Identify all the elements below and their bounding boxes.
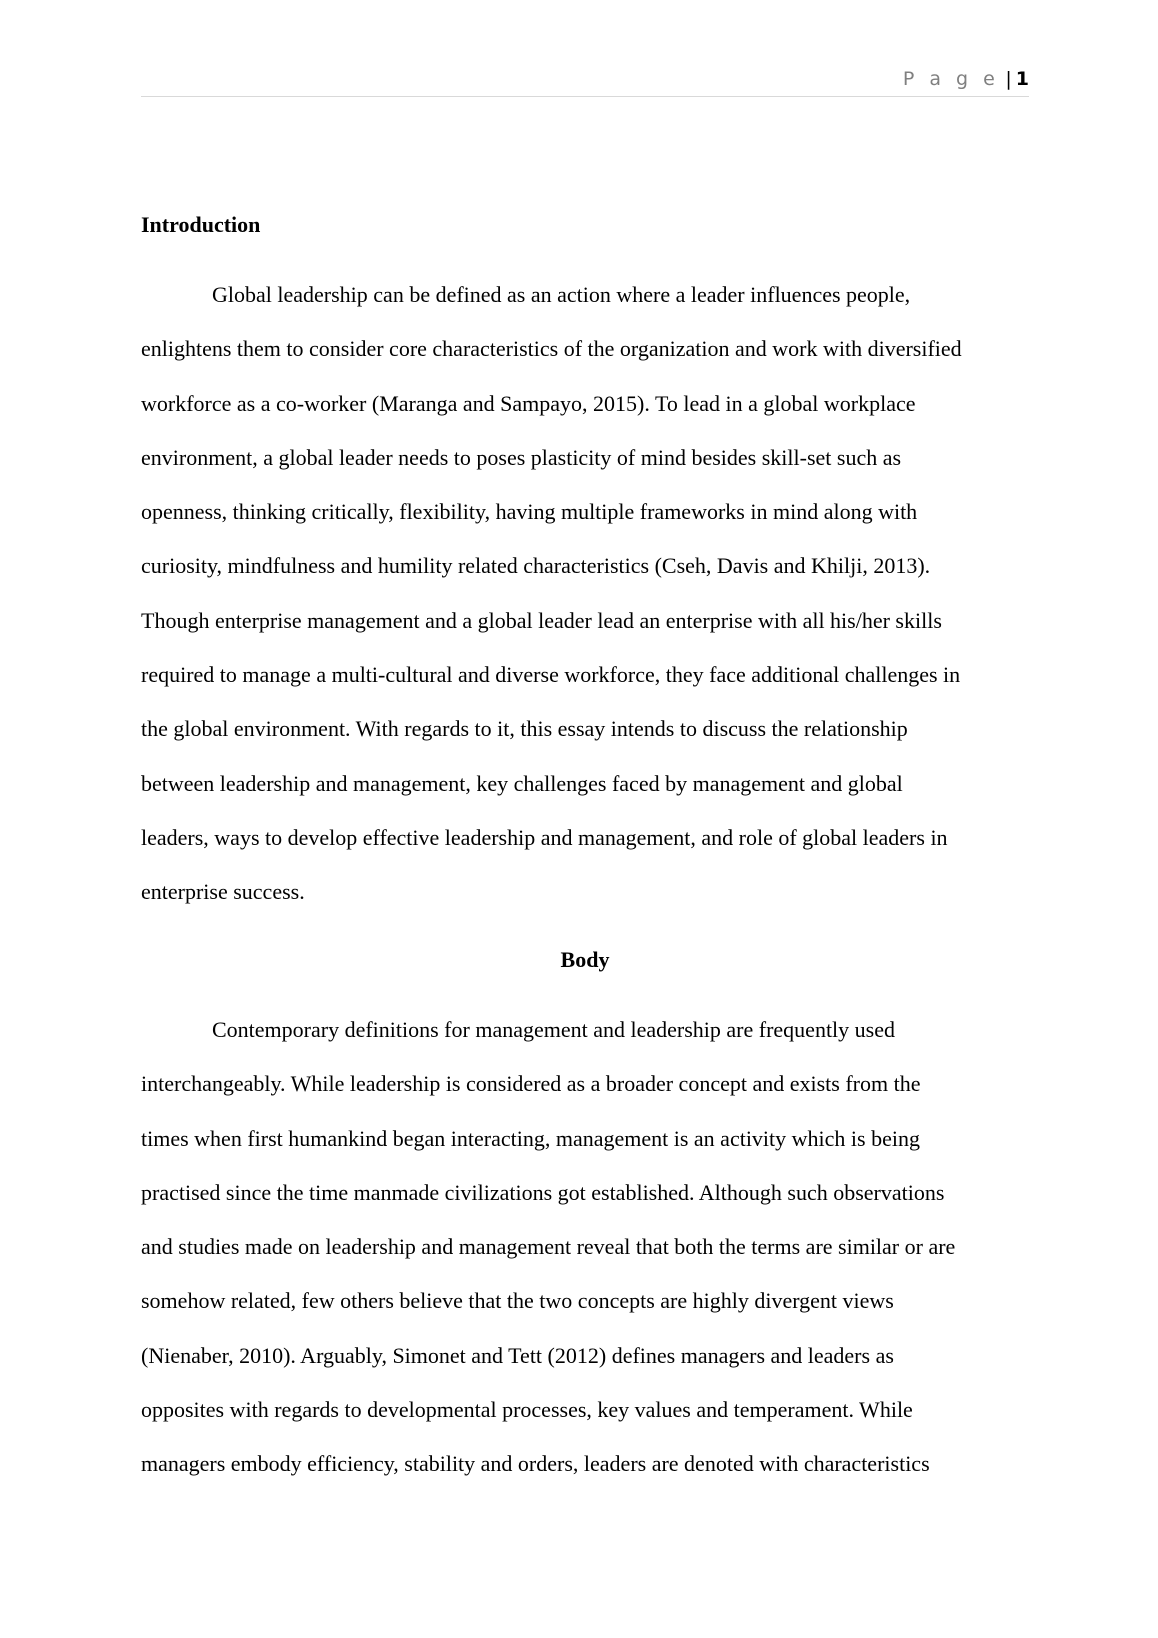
paragraph-line: Global leadership can be defined as an action where a leader influences people, (212, 282, 911, 307)
paragraph-line: practised since the time manmade civilizations got established. Although such observations (141, 1179, 945, 1205)
page-separator: | (1005, 68, 1012, 90)
paragraph-line: environment, a global leader needs to poses plasticity of mind besides skill-set such as (141, 444, 902, 470)
paragraph-line: somehow related, few others believe that the two concepts are highly divergent views (141, 1288, 894, 1314)
paragraph-line: interchangeably. While leadership is considered as a broader concept and exists from the (141, 1071, 921, 1097)
paragraph-line: between leadership and management, key challenges faced by management and global (141, 770, 903, 796)
paragraph-line: leaders, ways to develop effective leadership and management, and role of global leaders in (141, 824, 948, 850)
paragraph-line: openness, thinking critically, flexibility, having multiple frameworks in mind along with (141, 499, 918, 525)
paragraph-line: opposites with regards to developmental processes, key values and temperament. While (141, 1397, 913, 1423)
introduction-paragraph (141, 281, 1029, 933)
paragraph-line: and studies made on leadership and management reveal that both the terms are similar or are (141, 1234, 956, 1260)
paragraph-line: curiosity, mindfulness and humility related characteristics (Cseh, Davis and Khilji, 2013). (141, 553, 931, 579)
page-header (141, 66, 1029, 97)
page-number: 1 (1015, 68, 1029, 90)
page-label: P a g e (902, 68, 1000, 90)
body-heading: Body (560, 947, 610, 972)
introduction-heading: Introduction (141, 212, 261, 237)
paragraph-line: enlightens them to consider core characteristics of the organization and work with diversified (141, 336, 962, 362)
body-paragraph (141, 1016, 1029, 1505)
paragraph-line: times when first humankind began interacting, management is an activity which is being (141, 1125, 920, 1151)
paragraph-line: the global environment. With regards to it, this essay intends to discuss the relationship (141, 716, 908, 742)
paragraph-line: required to manage a multi-cultural and diverse workforce, they face additional challenges in (141, 662, 961, 688)
paragraph-line: enterprise success. (141, 879, 305, 905)
paragraph-line: (Nienaber, 2010). Arguably, Simonet and Tett (2012) defines managers and leaders as (141, 1342, 894, 1368)
paragraph-line: Contemporary definitions for management and leadership are frequently used (212, 1017, 895, 1042)
paragraph-line: managers embody efficiency, stability and orders, leaders are denoted with characteristics (141, 1451, 930, 1477)
paragraph-line: Though enterprise management and a global leader lead an enterprise with all his/her skills (141, 607, 942, 633)
paragraph-line: workforce as a co-worker (Maranga and Sampayo, 2015). To lead in a global workplace (141, 390, 916, 416)
